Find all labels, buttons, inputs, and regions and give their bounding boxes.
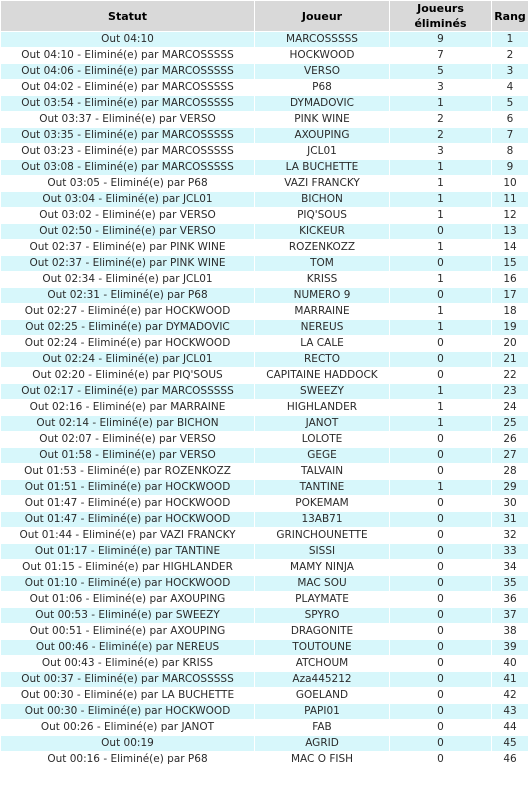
cell-rang: 36 <box>492 592 528 607</box>
cell-joueurs-elimines: 3 <box>390 80 491 95</box>
cell-statut: Out 03:05 - Eliminé(e) par P68 <box>1 176 254 191</box>
cell-joueur: JANOT <box>255 416 389 431</box>
cell-rang: 38 <box>492 624 528 639</box>
cell-rang: 34 <box>492 560 528 575</box>
cell-joueurs-elimines: 0 <box>390 448 491 463</box>
cell-joueur: KICKEUR <box>255 224 389 239</box>
cell-statut: Out 00:46 - Eliminé(e) par NEREUS <box>1 640 254 655</box>
table-row <box>1 256 528 271</box>
cell-joueurs-elimines: 0 <box>390 592 491 607</box>
cell-statut: Out 00:26 - Eliminé(e) par JANOT <box>1 720 254 735</box>
cell-joueur: AGRID <box>255 736 389 751</box>
table-row <box>1 144 528 159</box>
cell-rang: 7 <box>492 128 528 143</box>
table-row <box>1 480 528 495</box>
cell-joueur: TOUTOUNE <box>255 640 389 655</box>
table-row <box>1 96 528 111</box>
cell-statut: Out 01:51 - Eliminé(e) par HOCKWOOD <box>1 480 254 495</box>
table-row <box>1 496 528 511</box>
cell-statut: Out 02:27 - Eliminé(e) par HOCKWOOD <box>1 304 254 319</box>
table-row <box>1 160 528 175</box>
table-row <box>1 400 528 415</box>
table-row <box>1 416 528 431</box>
cell-joueurs-elimines: 0 <box>390 640 491 655</box>
cell-joueur: KRISS <box>255 272 389 287</box>
table-row <box>1 336 528 351</box>
cell-joueur: BICHON <box>255 192 389 207</box>
table-row <box>1 384 528 399</box>
cell-rang: 11 <box>492 192 528 207</box>
cell-joueur: MARRAINE <box>255 304 389 319</box>
cell-statut: Out 02:50 - Eliminé(e) par VERSO <box>1 224 254 239</box>
cell-joueur: TALVAIN <box>255 464 389 479</box>
cell-joueurs-elimines: 7 <box>390 48 491 63</box>
cell-joueurs-elimines: 0 <box>390 496 491 511</box>
cell-joueur: PAPI01 <box>255 704 389 719</box>
table-row <box>1 352 528 367</box>
cell-statut: Out 02:31 - Eliminé(e) par P68 <box>1 288 254 303</box>
cell-joueurs-elimines: 0 <box>390 736 491 751</box>
table-row <box>1 432 528 447</box>
cell-rang: 39 <box>492 640 528 655</box>
cell-statut: Out 01:53 - Eliminé(e) par ROZENKOZZ <box>1 464 254 479</box>
cell-joueur: Aza445212 <box>255 672 389 687</box>
cell-joueur: RECTO <box>255 352 389 367</box>
cell-rang: 33 <box>492 544 528 559</box>
cell-joueurs-elimines: 0 <box>390 704 491 719</box>
cell-statut: Out 00:16 - Eliminé(e) par P68 <box>1 752 254 767</box>
cell-joueurs-elimines: 5 <box>390 64 491 79</box>
cell-statut: Out 02:25 - Eliminé(e) par DYMADOVIC <box>1 320 254 335</box>
cell-rang: 26 <box>492 432 528 447</box>
cell-rang: 8 <box>492 144 528 159</box>
cell-rang: 45 <box>492 736 528 751</box>
cell-joueurs-elimines: 1 <box>390 480 491 495</box>
header-statut[interactable]: Statut <box>1 1 254 31</box>
cell-joueur: POKEMAM <box>255 496 389 511</box>
table-row <box>1 128 528 143</box>
table-row <box>1 640 528 655</box>
cell-statut: Out 03:04 - Eliminé(e) par JCL01 <box>1 192 254 207</box>
cell-statut: Out 01:44 - Eliminé(e) par VAZI FRANCKY <box>1 528 254 543</box>
cell-rang: 30 <box>492 496 528 511</box>
cell-joueur: AXOUPING <box>255 128 389 143</box>
header-joueurs-elimines[interactable]: Joueurs éliminés <box>390 1 491 31</box>
cell-joueur: DYMADOVIC <box>255 96 389 111</box>
table-row <box>1 288 528 303</box>
cell-joueurs-elimines: 0 <box>390 720 491 735</box>
cell-joueur: LA BUCHETTE <box>255 160 389 175</box>
cell-joueurs-elimines: 1 <box>390 208 491 223</box>
cell-statut: Out 02:14 - Eliminé(e) par BICHON <box>1 416 254 431</box>
cell-statut: Out 00:37 - Eliminé(e) par MARCOSSSSS <box>1 672 254 687</box>
cell-joueurs-elimines: 0 <box>390 752 491 767</box>
table-row <box>1 192 528 207</box>
cell-joueur: CAPITAINE HADDOCK <box>255 368 389 383</box>
table-row <box>1 464 528 479</box>
cell-joueurs-elimines: 1 <box>390 176 491 191</box>
cell-rang: 31 <box>492 512 528 527</box>
cell-statut: Out 01:47 - Eliminé(e) par HOCKWOOD <box>1 512 254 527</box>
cell-statut: Out 01:17 - Eliminé(e) par TANTINE <box>1 544 254 559</box>
cell-joueurs-elimines: 0 <box>390 624 491 639</box>
table-row <box>1 304 528 319</box>
table-row <box>1 368 528 383</box>
cell-rang: 35 <box>492 576 528 591</box>
header-row <box>1 1 528 31</box>
cell-joueur: VERSO <box>255 64 389 79</box>
cell-joueur: TANTINE <box>255 480 389 495</box>
cell-joueurs-elimines: 0 <box>390 336 491 351</box>
cell-statut: Out 03:35 - Eliminé(e) par MARCOSSSSS <box>1 128 254 143</box>
cell-statut: Out 03:37 - Eliminé(e) par VERSO <box>1 112 254 127</box>
cell-rang: 23 <box>492 384 528 399</box>
cell-joueurs-elimines: 2 <box>390 112 491 127</box>
cell-joueur: PIQ'SOUS <box>255 208 389 223</box>
cell-joueur: PLAYMATE <box>255 592 389 607</box>
cell-statut: Out 02:07 - Eliminé(e) par VERSO <box>1 432 254 447</box>
table-row <box>1 688 528 703</box>
cell-statut: Out 01:06 - Eliminé(e) par AXOUPING <box>1 592 254 607</box>
cell-rang: 12 <box>492 208 528 223</box>
cell-rang: 42 <box>492 688 528 703</box>
table-row <box>1 272 528 287</box>
cell-joueurs-elimines: 0 <box>390 352 491 367</box>
table-row <box>1 112 528 127</box>
cell-joueurs-elimines: 1 <box>390 416 491 431</box>
cell-joueur: LA CALE <box>255 336 389 351</box>
cell-joueurs-elimines: 0 <box>390 288 491 303</box>
cell-statut: Out 00:43 - Eliminé(e) par KRISS <box>1 656 254 671</box>
cell-rang: 46 <box>492 752 528 767</box>
cell-rang: 19 <box>492 320 528 335</box>
cell-joueur: MARCOSSSSS <box>255 32 389 47</box>
table-row <box>1 624 528 639</box>
cell-joueur: GOELAND <box>255 688 389 703</box>
cell-rang: 43 <box>492 704 528 719</box>
cell-rang: 3 <box>492 64 528 79</box>
cell-joueurs-elimines: 1 <box>390 240 491 255</box>
cell-joueurs-elimines: 1 <box>390 192 491 207</box>
cell-rang: 17 <box>492 288 528 303</box>
cell-joueur: 13AB71 <box>255 512 389 527</box>
cell-rang: 1 <box>492 32 528 47</box>
cell-rang: 18 <box>492 304 528 319</box>
cell-joueur: VAZI FRANCKY <box>255 176 389 191</box>
cell-joueurs-elimines: 0 <box>390 224 491 239</box>
cell-statut: Out 02:17 - Eliminé(e) par MARCOSSSSS <box>1 384 254 399</box>
cell-joueur: MAC SOU <box>255 576 389 591</box>
cell-rang: 14 <box>492 240 528 255</box>
cell-statut: Out 04:10 - Eliminé(e) par MARCOSSSSS <box>1 48 254 63</box>
cell-statut: Out 02:20 - Eliminé(e) par PIQ'SOUS <box>1 368 254 383</box>
cell-joueur: SISSI <box>255 544 389 559</box>
cell-joueurs-elimines: 0 <box>390 464 491 479</box>
cell-rang: 37 <box>492 608 528 623</box>
table-row <box>1 608 528 623</box>
cell-joueur: PINK WINE <box>255 112 389 127</box>
cell-rang: 29 <box>492 480 528 495</box>
cell-joueur: ATCHOUM <box>255 656 389 671</box>
cell-rang: 21 <box>492 352 528 367</box>
table-row <box>1 208 528 223</box>
cell-joueur: NUMERO 9 <box>255 288 389 303</box>
table-row <box>1 512 528 527</box>
cell-rang: 41 <box>492 672 528 687</box>
cell-statut: Out 01:47 - Eliminé(e) par HOCKWOOD <box>1 496 254 511</box>
cell-joueurs-elimines: 1 <box>390 272 491 287</box>
cell-joueurs-elimines: 0 <box>390 560 491 575</box>
table-row <box>1 32 528 47</box>
cell-statut: Out 00:30 - Eliminé(e) par HOCKWOOD <box>1 704 254 719</box>
table-body <box>1 32 528 767</box>
table-row <box>1 528 528 543</box>
cell-joueurs-elimines: 0 <box>390 576 491 591</box>
table-row <box>1 736 528 751</box>
table-row <box>1 656 528 671</box>
cell-joueurs-elimines: 0 <box>390 544 491 559</box>
cell-joueurs-elimines: 9 <box>390 32 491 47</box>
table-row <box>1 224 528 239</box>
cell-statut: Out 02:37 - Eliminé(e) par PINK WINE <box>1 240 254 255</box>
table-row <box>1 704 528 719</box>
cell-statut: Out 01:10 - Eliminé(e) par HOCKWOOD <box>1 576 254 591</box>
cell-rang: 32 <box>492 528 528 543</box>
cell-joueur: GEGE <box>255 448 389 463</box>
cell-joueur: NEREUS <box>255 320 389 335</box>
cell-joueur: ROZENKOZZ <box>255 240 389 255</box>
cell-statut: Out 02:34 - Eliminé(e) par JCL01 <box>1 272 254 287</box>
cell-statut: Out 02:16 - Eliminé(e) par MARRAINE <box>1 400 254 415</box>
cell-joueurs-elimines: 0 <box>390 512 491 527</box>
cell-joueur: JCL01 <box>255 144 389 159</box>
cell-rang: 4 <box>492 80 528 95</box>
table-row <box>1 672 528 687</box>
cell-joueur: MAC O FISH <box>255 752 389 767</box>
cell-statut: Out 02:24 - Eliminé(e) par HOCKWOOD <box>1 336 254 351</box>
cell-joueurs-elimines: 0 <box>390 672 491 687</box>
table-row <box>1 80 528 95</box>
cell-joueur: HIGHLANDER <box>255 400 389 415</box>
cell-joueur: GRINCHOUNETTE <box>255 528 389 543</box>
cell-rang: 24 <box>492 400 528 415</box>
cell-rang: 9 <box>492 160 528 175</box>
cell-joueurs-elimines: 1 <box>390 96 491 111</box>
cell-statut: Out 02:24 - Eliminé(e) par JCL01 <box>1 352 254 367</box>
cell-statut: Out 02:37 - Eliminé(e) par PINK WINE <box>1 256 254 271</box>
cell-joueurs-elimines: 0 <box>390 256 491 271</box>
cell-rang: 40 <box>492 656 528 671</box>
table-row <box>1 240 528 255</box>
cell-rang: 22 <box>492 368 528 383</box>
cell-rang: 13 <box>492 224 528 239</box>
table-row <box>1 544 528 559</box>
cell-statut: Out 03:08 - Eliminé(e) par MARCOSSSSS <box>1 160 254 175</box>
cell-statut: Out 03:23 - Eliminé(e) par MARCOSSSSS <box>1 144 254 159</box>
cell-rang: 28 <box>492 464 528 479</box>
cell-joueurs-elimines: 0 <box>390 656 491 671</box>
table-row <box>1 448 528 463</box>
cell-rang: 16 <box>492 272 528 287</box>
table-row <box>1 592 528 607</box>
cell-rang: 20 <box>492 336 528 351</box>
cell-joueur: DRAGONITE <box>255 624 389 639</box>
table-row <box>1 752 528 767</box>
header-rang[interactable]: Rang <box>492 1 528 31</box>
cell-joueurs-elimines: 0 <box>390 528 491 543</box>
table-row <box>1 560 528 575</box>
table-row <box>1 64 528 79</box>
table-row <box>1 576 528 591</box>
cell-rang: 27 <box>492 448 528 463</box>
cell-joueur: HOCKWOOD <box>255 48 389 63</box>
cell-rang: 44 <box>492 720 528 735</box>
cell-rang: 25 <box>492 416 528 431</box>
cell-statut: Out 00:51 - Eliminé(e) par AXOUPING <box>1 624 254 639</box>
cell-joueurs-elimines: 1 <box>390 320 491 335</box>
cell-joueur: SPYRO <box>255 608 389 623</box>
cell-statut: Out 03:02 - Eliminé(e) par VERSO <box>1 208 254 223</box>
cell-joueurs-elimines: 3 <box>390 144 491 159</box>
cell-joueur: P68 <box>255 80 389 95</box>
cell-statut: Out 03:54 - Eliminé(e) par MARCOSSSSS <box>1 96 254 111</box>
table-row <box>1 48 528 63</box>
cell-statut: Out 00:53 - Eliminé(e) par SWEEZY <box>1 608 254 623</box>
cell-statut: Out 04:02 - Eliminé(e) par MARCOSSSSS <box>1 80 254 95</box>
cell-joueurs-elimines: 1 <box>390 304 491 319</box>
header-joueur[interactable]: Joueur <box>255 1 389 31</box>
cell-joueurs-elimines: 1 <box>390 160 491 175</box>
table-row <box>1 320 528 335</box>
cell-joueur: LOLOTE <box>255 432 389 447</box>
cell-joueurs-elimines: 0 <box>390 432 491 447</box>
cell-joueurs-elimines: 1 <box>390 384 491 399</box>
cell-rang: 5 <box>492 96 528 111</box>
table-row <box>1 176 528 191</box>
cell-statut: Out 00:19 <box>1 736 254 751</box>
cell-rang: 2 <box>492 48 528 63</box>
cell-statut: Out 01:58 - Eliminé(e) par VERSO <box>1 448 254 463</box>
cell-joueur: TOM <box>255 256 389 271</box>
cell-joueur: FAB <box>255 720 389 735</box>
cell-joueur: SWEEZY <box>255 384 389 399</box>
cell-rang: 15 <box>492 256 528 271</box>
cell-joueurs-elimines: 0 <box>390 608 491 623</box>
cell-statut: Out 01:15 - Eliminé(e) par HIGHLANDER <box>1 560 254 575</box>
cell-rang: 6 <box>492 112 528 127</box>
cell-joueurs-elimines: 2 <box>390 128 491 143</box>
cell-statut: Out 04:06 - Eliminé(e) par MARCOSSSSS <box>1 64 254 79</box>
cell-statut: Out 04:10 <box>1 32 254 47</box>
cell-joueurs-elimines: 1 <box>390 400 491 415</box>
cell-rang: 10 <box>492 176 528 191</box>
cell-joueur: MAMY NINJA <box>255 560 389 575</box>
table-row <box>1 720 528 735</box>
cell-joueurs-elimines: 0 <box>390 688 491 703</box>
cell-statut: Out 00:30 - Eliminé(e) par LA BUCHETTE <box>1 688 254 703</box>
cell-joueurs-elimines: 0 <box>390 368 491 383</box>
